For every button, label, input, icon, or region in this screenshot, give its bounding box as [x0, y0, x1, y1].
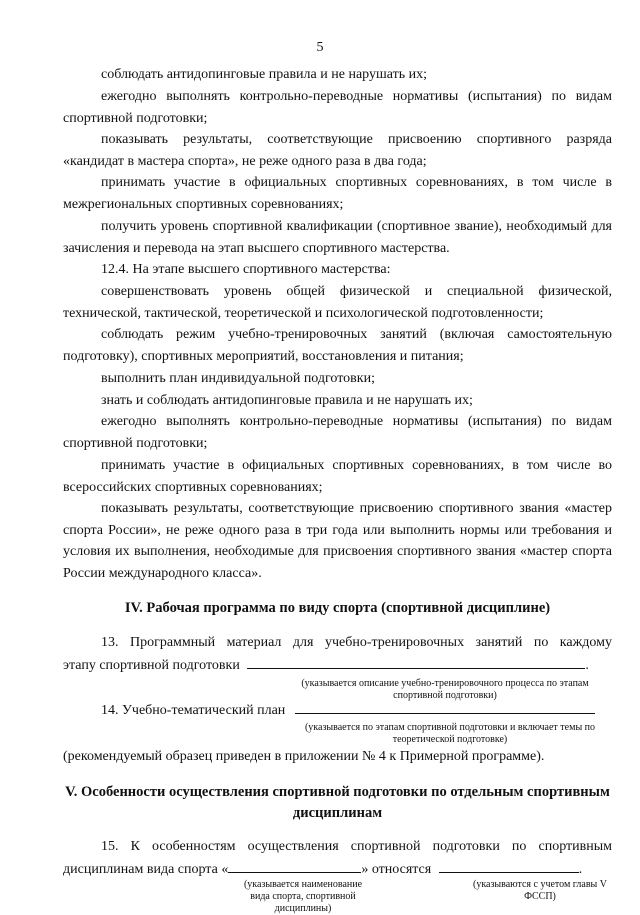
field-note: (указывается описание учебно-тренировочного процесса по этапам спортивной подготовки) [301, 678, 589, 701]
paragraph-15-line2 [63, 858, 612, 880]
page-number: 5 [316, 40, 324, 55]
paragraph: знать и соблюдать антидопинговые правила и не нарушать их; [101, 393, 473, 408]
paragraph: принимать участие в официальных спортивных соревнованиях, в том числе в межрегиональных спортивных соревнованиях; [63, 175, 612, 212]
field-note: (указывается по этапам спортивной подготовки и включает темы по теоретической подготовке) [304, 722, 596, 745]
paragraph-15-text: » относятся [361, 862, 432, 877]
paragraph: ежегодно выполнять контрольно-переводные нормативы (испытания) по видам спортивной подготовки; [63, 89, 612, 126]
paragraph-15-line1: 15. К особенностям осуществления спортивной подготовки по спортивным [101, 839, 612, 854]
paragraph: принимать участие в официальных спортивных соревнованиях, в том числе во всероссийских спортивных соревнованиях; [63, 458, 612, 495]
paragraph: показывать результаты, соответствующие присвоению спортивного разряда «кандидат в мастера спорта», не реже одного раза в два года; [63, 132, 612, 169]
fill-in-line [295, 699, 595, 714]
paragraph-13-line1: 13. Программный материал для учебно-тренировочных занятий по каждому [101, 635, 612, 650]
fill-in-line [247, 654, 585, 669]
paragraph-13-text: этапу спортивной подготовки [63, 658, 240, 673]
paragraph: совершенствовать уровень общей физической и специальной физической, технической, тактической, теоретической и психологической подготовленности; [63, 284, 612, 321]
paragraph-14-text: 14. Учебно-тематический план [101, 703, 286, 718]
section-5-heading: V. Особенности осуществления спортивной подготовки по отдельным спортивным дисциплинам [65, 784, 610, 821]
paragraph-13-line2 [63, 654, 612, 676]
paragraph: соблюдать режим учебно-тренировочных занятий (включая самостоятельную подготовку), спортивных мероприятий, восстановления и питания; [63, 327, 612, 364]
paragraph: ежегодно выполнять контрольно-переводные нормативы (испытания) по видам спортивной подготовки; [63, 414, 612, 451]
paragraph: выполнить план индивидуальной подготовки; [101, 371, 375, 386]
paragraph: показывать результаты, соответствующие присвоению спортивного звания «мастер спорта России», не реже одного раза в три года или выполнить нормы или требования и условия их выполнения, необходимые для присвоения спортивного звания «мастер спорта России международного класса». [63, 501, 612, 582]
paragraph-14-line1 [63, 699, 640, 721]
fill-in-line [439, 858, 579, 873]
paragraph: получить уровень спортивной квалификации (спортивное звание), необходимый для зачисления и перевода на этап высшего спортивного мастерства. [63, 219, 612, 256]
field-note: (указывается наименование вида спорта, спортивной дисциплины) [243, 879, 363, 914]
section-12-4-title: 12.4. На этапе высшего спортивного мастерства: [101, 262, 391, 277]
field-note: (указываются с учетом главы V ФССП) [472, 879, 607, 902]
period: . [578, 862, 583, 877]
paragraph: соблюдать антидопинговые правила и не нарушать их; [101, 67, 427, 82]
paragraph-15-text: дисциплинам вида спорта « [63, 862, 229, 877]
period: . [585, 658, 589, 673]
fill-in-line [228, 858, 361, 873]
paragraph-14-line2: (рекомендуемый образец приведен в приложении № 4 к Примерной программе). [63, 749, 545, 764]
section-4-heading: IV. Рабочая программа по виду спорта (спортивной дисциплине) [124, 600, 551, 616]
